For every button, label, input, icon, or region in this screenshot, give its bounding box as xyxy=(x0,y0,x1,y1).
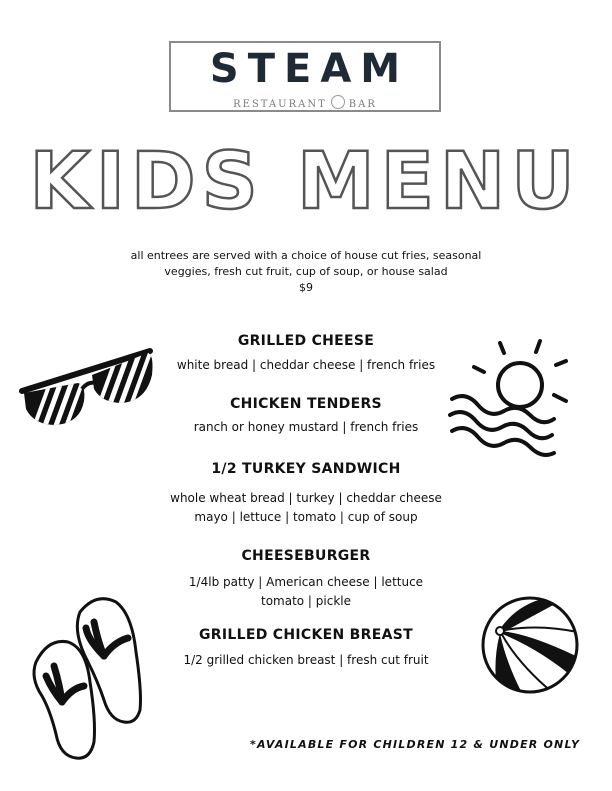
menu-item-title: GRILLED CHEESE xyxy=(237,333,375,349)
menu-item-desc: ranch or honey mustard | french fries xyxy=(193,420,419,434)
menu-item-title: CHEESEBURGER xyxy=(241,548,371,564)
menu-title-graphic xyxy=(29,132,581,227)
intro-line-1: all entrees are served with a choice of house cut fries, seasonal xyxy=(130,249,482,262)
intro-line-2: veggies, fresh cut fruit, cup of soup, or house salad xyxy=(164,265,448,278)
intro-price: $9 xyxy=(299,281,313,294)
intro-text xyxy=(100,248,512,296)
menu-item-desc: mayo | lettuce | tomato | cup of soup xyxy=(194,510,418,524)
menu-item-title: CHICKEN TENDERS xyxy=(230,396,382,412)
menu-item-desc: white bread | cheddar cheese | french fries xyxy=(176,358,436,372)
logo-subtitle xyxy=(171,95,439,110)
beach-ball-icon xyxy=(478,593,583,698)
menu-item-desc: whole wheat bread | turkey | cheddar cheese xyxy=(170,491,442,505)
ampersand-icon xyxy=(331,95,345,109)
menu-title: KIDS MENU xyxy=(29,137,581,227)
flip-flops-icon xyxy=(28,592,153,767)
sunglasses-icon xyxy=(20,345,155,430)
sun-waves-icon xyxy=(448,335,578,470)
menu-item-desc: 1/4lb patty | American cheese | lettuce xyxy=(188,575,424,589)
menu-item-title: GRILLED CHICKEN BREAST xyxy=(199,627,413,643)
age-note: *AVAILABLE FOR CHILDREN 12 & UNDER ONLY xyxy=(250,738,581,751)
logo-sub-restaurant: RESTAURANT xyxy=(233,99,327,110)
menu-item-desc: tomato | pickle xyxy=(260,594,352,608)
menu-item-desc: 1/2 grilled chicken breast | fresh cut fruit xyxy=(183,653,429,667)
menu-item-title: 1/2 TURKEY SANDWICH xyxy=(211,461,401,477)
logo-wordmark: STEAM xyxy=(209,46,410,92)
logo xyxy=(169,41,441,112)
logo-sub-bar: BAR xyxy=(348,99,377,110)
